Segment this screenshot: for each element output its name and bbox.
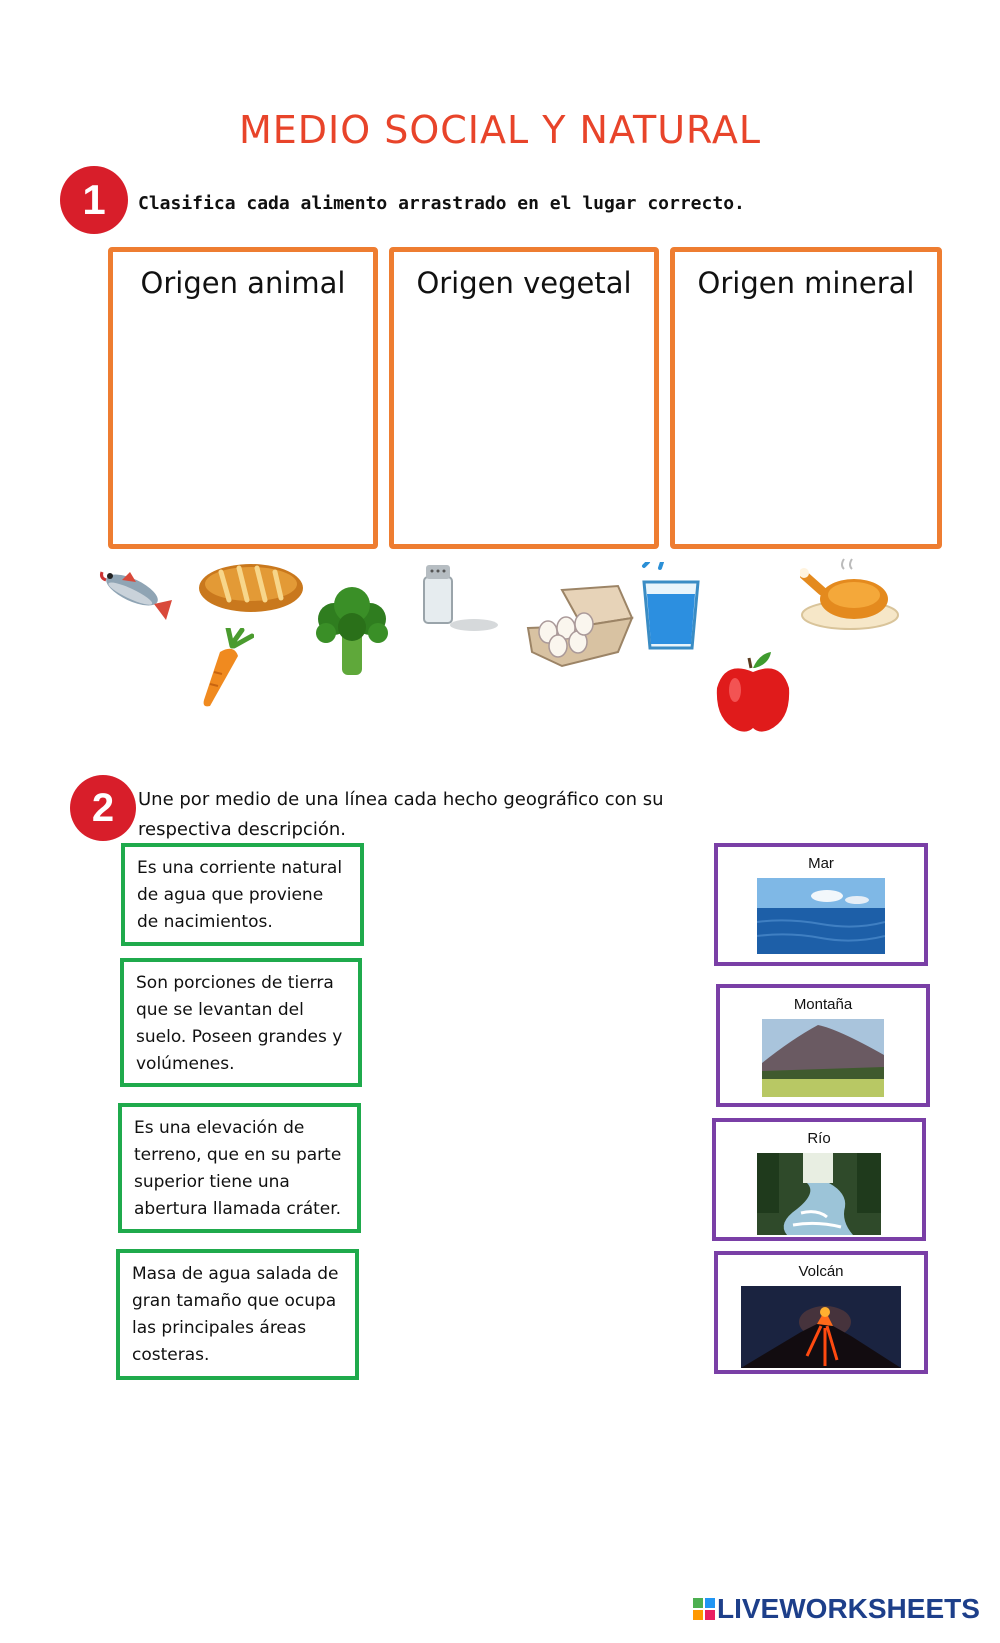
sea-image [757,878,885,954]
section-2-number-badge: 2 [70,775,136,841]
description-box-4[interactable]: Masa de agua salada de gran tamaño que ocupa las principales áreas costeras. [116,1249,359,1380]
section-2-instruction: Une por medio de una línea cada hecho geográfico con su respectiva descripción. [138,789,664,840]
category-label: Origen mineral [697,266,915,300]
carrot-icon[interactable] [198,628,254,710]
salt-icon[interactable] [418,563,500,639]
brand-text: LIVEWORKSHEETS [717,1593,980,1624]
feature-box-volcan[interactable] [714,1251,928,1374]
drop-zone-origen-mineral[interactable] [670,247,942,549]
water-glass-icon[interactable] [636,562,706,652]
page-title: MEDIO SOCIAL Y NATURAL [238,108,762,152]
feature-label: Mar [808,855,834,872]
eggs-icon[interactable] [522,582,636,674]
feature-box-rio[interactable] [712,1118,926,1241]
feature-label: Río [807,1130,831,1147]
roast-chicken-icon[interactable] [800,555,900,633]
section-1-number-badge: 1 [60,166,128,234]
river-image [757,1153,881,1235]
volcano-image [741,1286,901,1368]
description-box-2[interactable]: Son porciones de tierra que se levantan del suelo. Poseen grandes y volúmenes. [120,958,362,1087]
section-1-instruction: Clasifica cada alimento arrastrado en el lugar correcto. [138,193,745,214]
apple-icon[interactable] [713,650,793,734]
feature-box-mar[interactable] [714,843,928,966]
description-box-3[interactable]: Es una elevación de terreno, que en su parte superior tiene una abertura llamada cráter. [118,1103,361,1233]
category-label: Origen vegetal [416,266,632,300]
liveworksheets-logo [693,1593,980,1625]
drop-zone-origen-vegetal[interactable] [389,247,659,549]
fish-icon[interactable] [96,558,176,628]
feature-box-montana[interactable] [716,984,930,1107]
drop-zone-origen-animal[interactable] [108,247,378,549]
broccoli-icon[interactable] [312,585,392,677]
description-box-1[interactable]: Es una corriente natural de agua que proviene de nacimientos. [121,843,364,946]
bread-icon[interactable] [195,558,307,618]
category-label: Origen animal [140,266,346,300]
feature-label: Volcán [798,1263,844,1280]
liveworksheets-mark-icon [693,1596,715,1622]
feature-label: Montaña [793,996,853,1013]
mountain-image [762,1019,884,1097]
